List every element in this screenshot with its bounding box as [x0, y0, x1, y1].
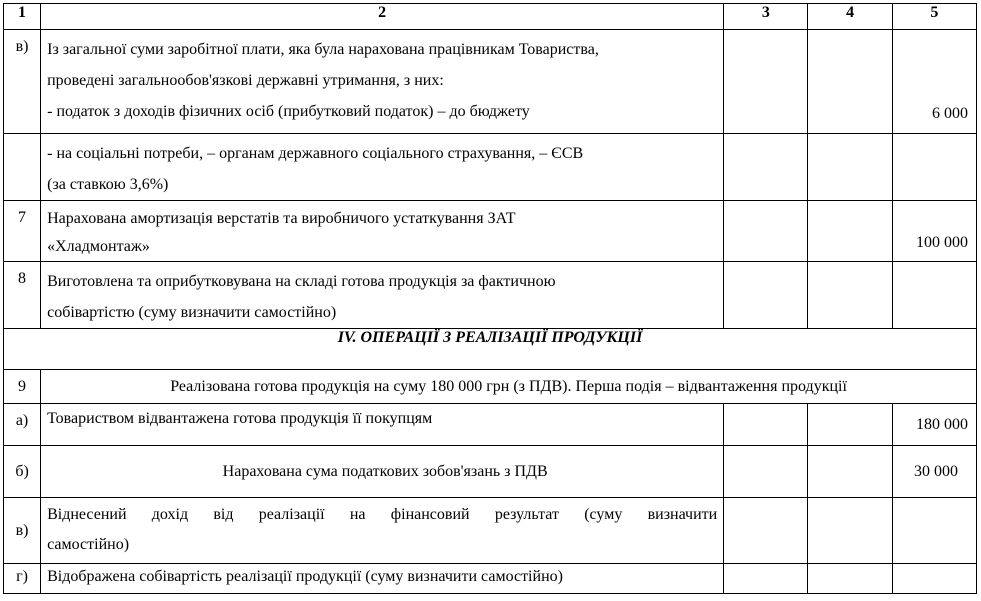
section-heading-row — [4, 329, 977, 370]
description-line: собівартістю (суму визначити самостійно) — [47, 304, 337, 321]
amount-cell: 30 000 — [892, 446, 976, 498]
credit-cell — [808, 134, 892, 201]
row-description — [41, 262, 724, 329]
table-row — [4, 370, 977, 404]
row-number: 9 — [4, 370, 41, 404]
credit-cell — [808, 262, 892, 329]
credit-cell — [808, 446, 892, 498]
amount-cell — [892, 564, 976, 594]
header-row — [4, 4, 977, 30]
table-row — [4, 30, 977, 134]
description-line: Віднесений дохід від реалізації на фінансовий результат (суму визначити — [47, 506, 718, 523]
credit-cell — [808, 564, 892, 594]
row-number: в) — [4, 30, 41, 134]
row-description: Реалізована готова продукція на суму 180 000 грн (з ПДВ). Перша подія – відвантаження продукції — [41, 370, 977, 404]
table-row — [4, 564, 977, 594]
row-description — [41, 201, 724, 262]
table-row — [4, 404, 977, 446]
section-heading: IV. ОПЕРАЦІЇ З РЕАЛІЗАЦІЇ ПРОДУКЦІЇ — [4, 329, 977, 370]
debit-cell — [724, 564, 808, 594]
description-line: Нарахована амортизація верстатів та виробничого устаткування ЗАТ — [47, 210, 516, 227]
header-col-3: 3 — [724, 4, 808, 30]
amount-cell — [892, 498, 976, 564]
row-number — [4, 134, 41, 201]
row-number: 8 — [4, 262, 41, 329]
row-description — [41, 134, 724, 201]
description-line: Виготовлена та оприбутковувана на складі готова продукція за фактичною — [47, 273, 556, 290]
description-line: (за ставкою 3,6%) — [47, 176, 169, 193]
amount-cell: 6 000 — [892, 30, 976, 134]
table-row — [4, 134, 977, 201]
table-row — [4, 498, 977, 564]
row-number: б) — [4, 446, 41, 498]
row-description — [41, 498, 724, 564]
credit-cell — [808, 404, 892, 446]
row-number: а) — [4, 404, 41, 446]
row-description: Відображена собівартість реалізації продукції (суму визначити самостійно) — [41, 564, 724, 594]
description-line: самостійно) — [47, 536, 130, 553]
credit-cell — [808, 201, 892, 262]
debit-cell — [724, 446, 808, 498]
header-col-2: 2 — [41, 4, 724, 30]
debit-cell — [724, 30, 808, 134]
debit-cell — [724, 262, 808, 329]
row-description — [41, 30, 724, 134]
debit-cell — [724, 498, 808, 564]
table-row — [4, 262, 977, 329]
amount-cell — [892, 134, 976, 201]
row-description: Нарахована сума податкових зобов'язань з ПДВ — [41, 446, 724, 498]
debit-cell — [724, 404, 808, 446]
credit-cell — [808, 498, 892, 564]
description-line: «Хладмонтаж» — [47, 238, 150, 255]
row-number: г) — [4, 564, 41, 594]
row-number: 7 — [4, 201, 41, 262]
credit-cell — [808, 30, 892, 134]
table-row — [4, 201, 977, 262]
header-col-1: 1 — [4, 4, 41, 30]
amount-cell: 100 000 — [892, 201, 976, 262]
debit-cell — [724, 201, 808, 262]
description-line: проведені загальнообов'язкові державні утримання, з них: — [47, 72, 444, 89]
description-line: - податок з доходів фізичних осіб (прибутковий податок) – до бюджету — [47, 103, 530, 120]
header-col-4: 4 — [808, 4, 892, 30]
description-line: - на соціальні потреби, – органам державного соціального страхування, – ЄСВ — [47, 145, 584, 162]
row-description: Товариством відвантажена готова продукція її покупцям — [41, 404, 724, 446]
header-col-5: 5 — [892, 4, 976, 30]
debit-cell — [724, 134, 808, 201]
table-row — [4, 446, 977, 498]
row-number: в) — [4, 498, 41, 564]
amount-cell — [892, 262, 976, 329]
accounting-operations-table — [3, 3, 977, 594]
amount-cell: 180 000 — [892, 404, 976, 446]
description-line: Із загальної суми заробітної плати, яка була нарахована працівникам Товариства, — [47, 41, 599, 58]
